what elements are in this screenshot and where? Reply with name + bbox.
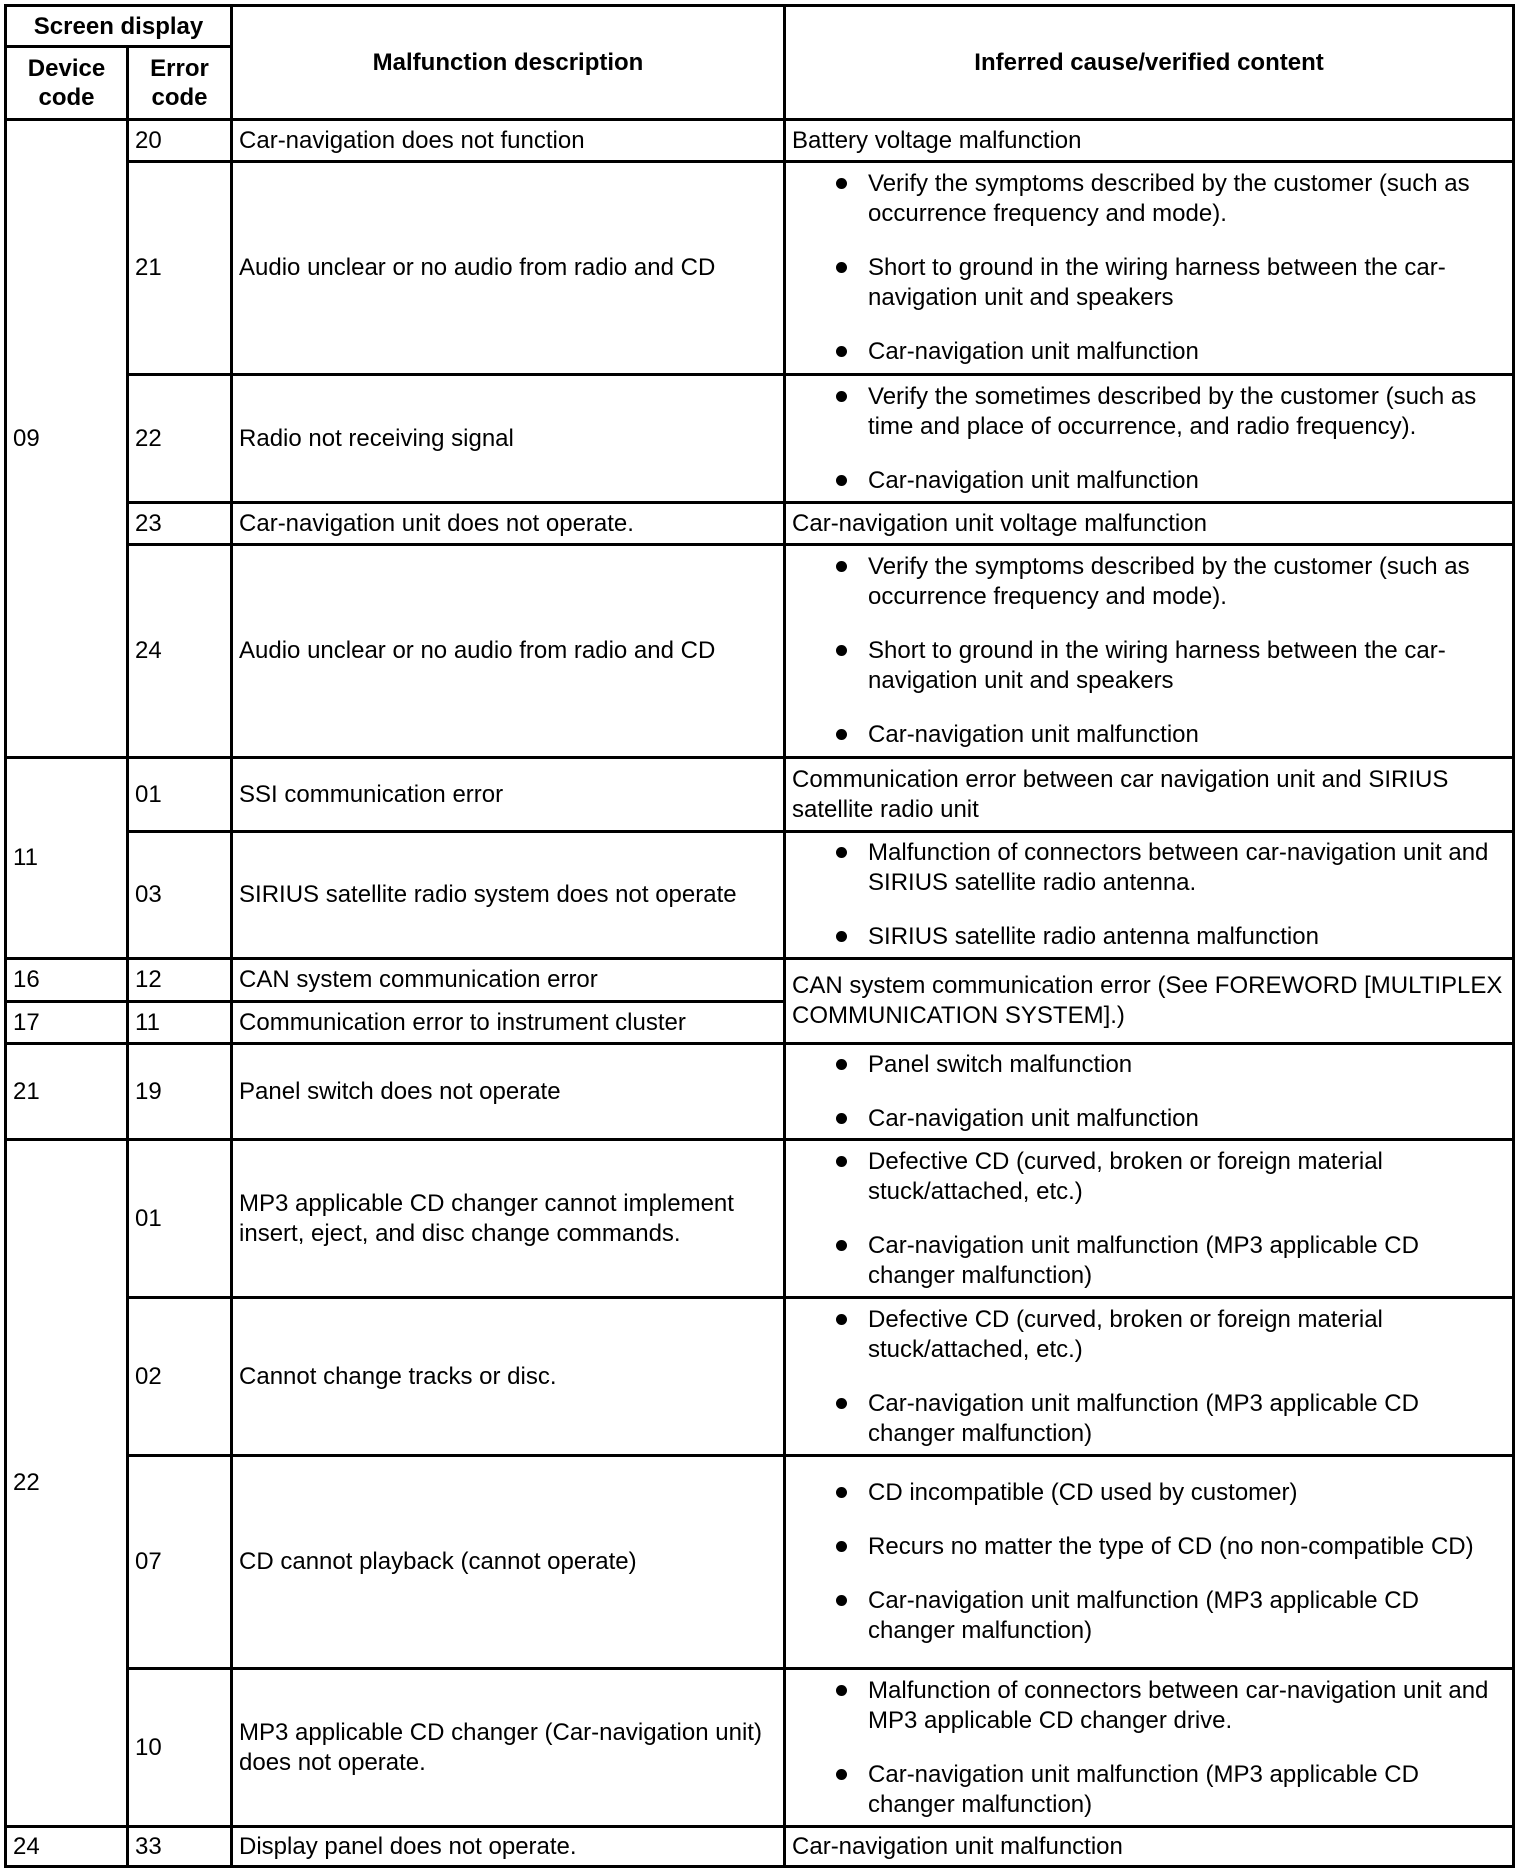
malfunction-cell: Car-navigation unit does not operate. [232,503,785,545]
cause-bullet: SIRIUS satellite radio antenna malfunction [792,922,1506,952]
cause-bullet: Car-navigation unit malfunction [792,1104,1506,1134]
cause-list [792,834,1506,956]
malfunction-cell: CD cannot playback (cannot operate) [232,1456,785,1669]
cause-cell [785,1298,1514,1456]
error-code-cell: 33 [128,1827,232,1867]
table-row [6,162,1514,375]
error-code-cell: 01 [128,1140,232,1298]
cause-list [792,1474,1506,1650]
malfunction-cell: Cannot change tracks or disc. [232,1298,785,1456]
header-malfunction-description: Malfunction description [232,6,785,120]
cause-bullet: Recurs no matter the type of CD (no non-compatible CD) [792,1532,1506,1562]
cause-bullet: Panel switch malfunction [792,1050,1506,1080]
cause-bullet: Car-navigation unit malfunction [792,337,1506,367]
cause-list [792,378,1506,500]
error-code-cell: 19 [128,1044,232,1140]
device-code-cell: 11 [6,758,128,959]
error-code-cell: 02 [128,1298,232,1456]
malfunction-cell: SIRIUS satellite radio system does not operate [232,832,785,959]
device-code-cell: 21 [6,1044,128,1140]
cause-bullet: Defective CD (curved, broken or foreign material stuck/attached, etc.) [792,1305,1506,1365]
cause-bullet: Car-navigation unit malfunction [792,466,1506,496]
malfunction-cell: Audio unclear or no audio from radio and CD [232,545,785,758]
malfunction-cell: MP3 applicable CD changer cannot implement insert, eject, and disc change commands. [232,1140,785,1298]
cause-cell: Battery voltage malfunction [785,120,1514,162]
malfunction-cell: CAN system communication error [232,959,785,1002]
error-code-cell: 11 [128,1002,232,1044]
table-row [6,1044,1514,1140]
malfunction-cell: Radio not receiving signal [232,375,785,503]
cause-bullet: CD incompatible (CD used by customer) [792,1478,1506,1508]
device-code-cell: 17 [6,1002,128,1044]
table-row [6,758,1514,832]
table-row [6,120,1514,162]
table-row [6,1298,1514,1456]
cause-bullet: Malfunction of connectors between car-navigation unit and MP3 applicable CD changer drive. [792,1676,1506,1736]
table-row [6,375,1514,503]
header-screen-display: Screen display [6,6,232,47]
error-code-cell: 01 [128,758,232,832]
table-row [6,503,1514,545]
malfunction-cell: SSI communication error [232,758,785,832]
cause-cell: Car-navigation unit malfunction [785,1827,1514,1867]
cause-cell [785,832,1514,959]
cause-cell [785,1044,1514,1140]
table-row [6,1140,1514,1298]
error-code-cell: 21 [128,162,232,375]
cause-list [792,1046,1506,1138]
malfunction-cell: MP3 applicable CD changer (Car-navigation unit) does not operate. [232,1669,785,1827]
cause-cell [785,162,1514,375]
error-code-cell: 22 [128,375,232,503]
cause-cell [785,1140,1514,1298]
error-code-cell: 24 [128,545,232,758]
cause-bullet: Car-navigation unit malfunction [792,720,1506,750]
cause-cell [785,375,1514,503]
error-code-cell: 10 [128,1669,232,1827]
malfunction-cell: Panel switch does not operate [232,1044,785,1140]
device-code-cell: 24 [6,1827,128,1867]
cause-cell: Communication error between car navigation unit and SIRIUS satellite radio unit [785,758,1514,832]
malfunction-cell: Display panel does not operate. [232,1827,785,1867]
device-code-cell: 16 [6,959,128,1002]
cause-bullet: Defective CD (curved, broken or foreign material stuck/attached, etc.) [792,1147,1506,1207]
cause-cell: CAN system communication error (See FOREWORD [MULTIPLEX COMMUNICATION SYSTEM].) [785,959,1514,1044]
header-device-code: Device code [6,47,128,120]
table-row [6,1669,1514,1827]
cause-bullet: Car-navigation unit malfunction (MP3 applicable CD changer malfunction) [792,1389,1506,1449]
device-code-cell: 22 [6,1140,128,1827]
table-row [6,1456,1514,1669]
cause-bullet: Short to ground in the wiring harness between the car-navigation unit and speakers [792,636,1506,696]
table-row [6,832,1514,959]
page [4,4,1512,1865]
cause-bullet: Verify the symptoms described by the customer (such as occurrence frequency and mode). [792,169,1506,229]
cause-list [792,165,1506,371]
cause-bullet: Malfunction of connectors between car-navigation unit and SIRIUS satellite radio antenna. [792,838,1506,898]
cause-list [792,548,1506,754]
cause-cell: Car-navigation unit voltage malfunction [785,503,1514,545]
device-code-cell: 09 [6,120,128,758]
cause-cell [785,1456,1514,1669]
malfunction-cell: Audio unclear or no audio from radio and CD [232,162,785,375]
error-code-cell: 23 [128,503,232,545]
cause-bullet: Car-navigation unit malfunction (MP3 applicable CD changer malfunction) [792,1760,1506,1820]
malfunction-cell: Car-navigation does not function [232,120,785,162]
header-error-code: Error code [128,47,232,120]
table-row [6,1827,1514,1867]
malfunction-table [4,4,1515,1868]
cause-list [792,1143,1506,1295]
cause-bullet: Verify the symptoms described by the customer (such as occurrence frequency and mode). [792,552,1506,612]
table-row [6,959,1514,1002]
cause-bullet: Car-navigation unit malfunction (MP3 applicable CD changer malfunction) [792,1586,1506,1646]
cause-list [792,1672,1506,1824]
error-code-cell: 07 [128,1456,232,1669]
cause-bullet: Verify the sometimes described by the customer (such as time and place of occurrence, and radio frequency). [792,382,1506,442]
cause-bullet: Car-navigation unit malfunction (MP3 applicable CD changer malfunction) [792,1231,1506,1291]
malfunction-cell: Communication error to instrument cluster [232,1002,785,1044]
error-code-cell: 03 [128,832,232,959]
error-code-cell: 20 [128,120,232,162]
cause-bullet: Short to ground in the wiring harness between the car-navigation unit and speakers [792,253,1506,313]
table-row [6,545,1514,758]
error-code-cell: 12 [128,959,232,1002]
cause-list [792,1301,1506,1453]
header-inferred-cause: Inferred cause/verified content [785,6,1514,120]
cause-cell [785,1669,1514,1827]
cause-cell [785,545,1514,758]
